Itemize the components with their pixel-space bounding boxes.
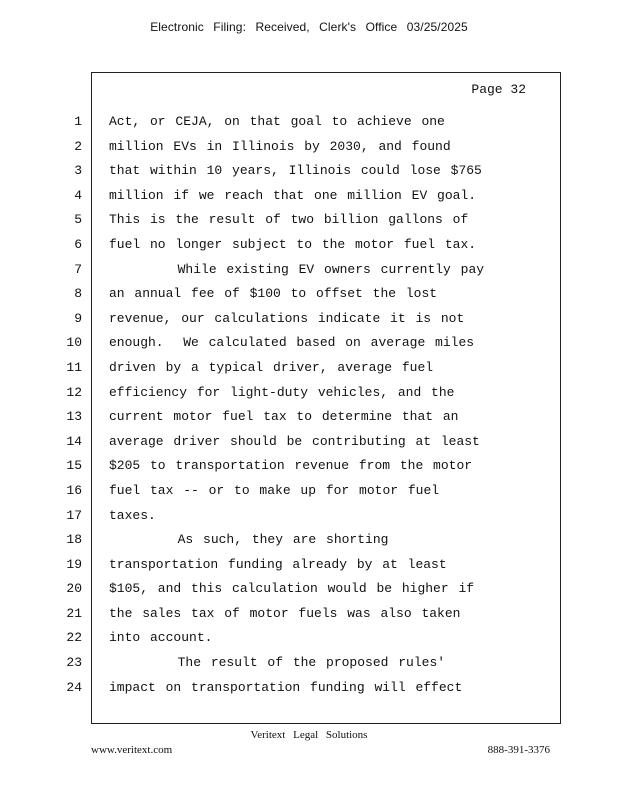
- transcript-line: $205 to transportation revenue from the motor: [109, 458, 473, 474]
- line-number: 9: [74, 310, 82, 326]
- transcript-line: revenue, our calculations indicate it is not: [109, 310, 465, 326]
- footer-website: www.veritext.com: [91, 744, 173, 756]
- transcript-line: impact on transportation funding will effect: [109, 679, 463, 695]
- transcript-line: $105, and this calculation would be higher if: [109, 581, 475, 597]
- line-number: 20: [66, 581, 82, 597]
- transcript-line: the sales tax of motor fuels was also taken: [109, 605, 461, 621]
- footer-company-name: Veritext Legal Solutions: [250, 729, 368, 741]
- line-number: 17: [66, 507, 82, 523]
- transcript-line: While existing EV owners currently pay: [109, 261, 485, 277]
- line-number: 15: [66, 458, 82, 474]
- page-number: Page 32: [471, 82, 526, 97]
- transcript-text: [109, 110, 554, 700]
- line-number: 10: [66, 335, 82, 351]
- line-number: 7: [74, 261, 82, 277]
- line-number: 23: [66, 655, 82, 671]
- line-number: 22: [66, 630, 82, 646]
- line-number: 21: [66, 605, 82, 621]
- line-number: 12: [66, 384, 82, 400]
- line-number: 11: [66, 359, 82, 375]
- line-number: 16: [66, 482, 82, 498]
- transcript-line: that within 10 years, Illinois could lose $765: [109, 163, 482, 179]
- transcript-line: current motor fuel tax to determine that an: [109, 409, 459, 425]
- transcript-line: driven by a typical driver, average fuel: [109, 359, 434, 375]
- transcript-line: million if we reach that one million EV goal.: [109, 187, 477, 203]
- line-number: 19: [66, 556, 82, 572]
- filing-stamp: Electronic Filing: Received, Clerk's Office 03/25/2025: [150, 20, 468, 34]
- line-number: 5: [74, 212, 82, 228]
- line-number: 6: [74, 236, 82, 252]
- transcript-line: taxes.: [109, 507, 156, 523]
- transcript-line: This is the result of two billion gallons of: [109, 212, 469, 228]
- transcript-line: fuel tax -- or to make up for motor fuel: [109, 482, 440, 498]
- transcript-line: into account.: [109, 630, 213, 646]
- transcript-line: fuel no longer subject to the motor fuel tax.: [109, 236, 477, 252]
- transcript-line: transportation funding already by at least: [109, 556, 447, 572]
- transcript-line: efficiency for light-duty vehicles, and the: [109, 384, 455, 400]
- line-number: 18: [66, 532, 82, 548]
- line-number: 1: [74, 114, 82, 129]
- line-number-column: [58, 110, 82, 700]
- line-number: 24: [66, 679, 82, 695]
- transcript-line: million EVs in Illinois by 2030, and found: [109, 138, 451, 154]
- line-number: 3: [74, 163, 82, 179]
- line-number: 13: [66, 409, 82, 425]
- transcript-line: The result of the proposed rules': [109, 655, 446, 671]
- line-number: 8: [74, 286, 82, 302]
- line-number: 4: [74, 187, 82, 203]
- transcript-line: an annual fee of $100 to offset the lost: [109, 286, 438, 302]
- footer-phone-number: 888-391-3376: [487, 744, 550, 756]
- line-number: 2: [74, 138, 82, 154]
- transcript-line: enough. We calculated based on average miles: [109, 335, 475, 351]
- transcript-line: As such, they are shorting: [109, 532, 389, 548]
- transcript-line: Act, or CEJA, on that goal to achieve one: [109, 114, 445, 129]
- line-number: 14: [66, 433, 82, 449]
- transcript-line: average driver should be contributing at least: [109, 433, 480, 449]
